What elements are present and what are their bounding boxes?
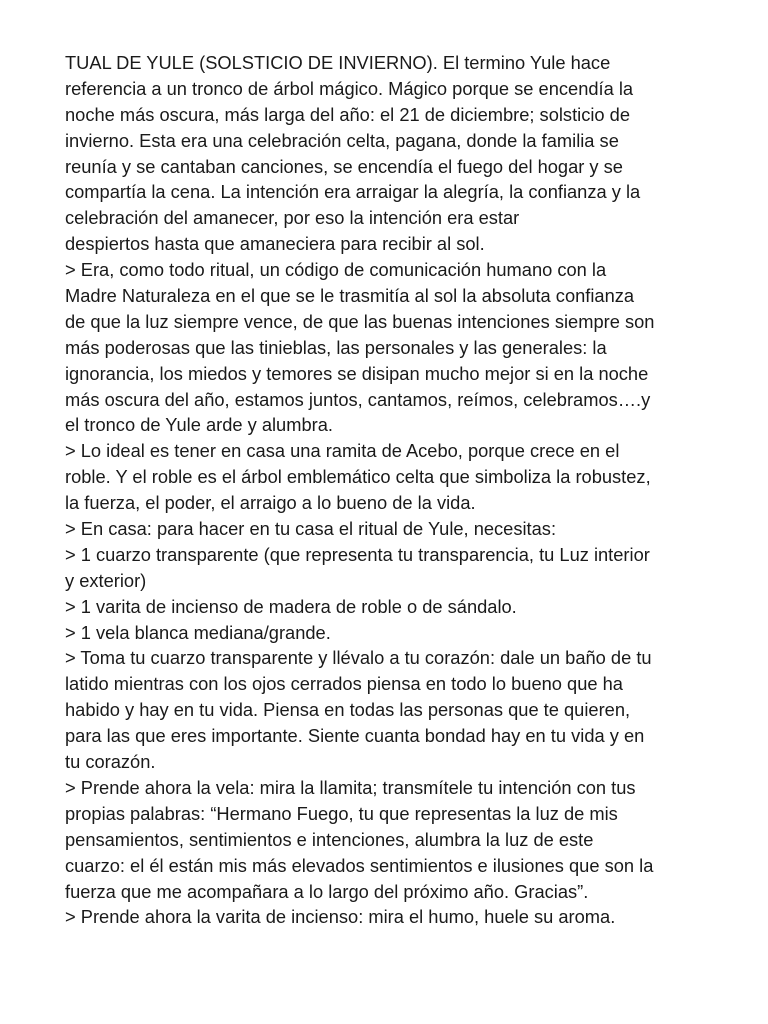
- text-line: compartía la cena. La intención era arraigar la alegría, la confianza y la: [65, 181, 641, 203]
- text-line: > Lo ideal es tener en casa una ramita de Acebo, porque crece en el: [65, 440, 620, 462]
- text-line: reunía y se cantaban canciones, se encendía el fuego del hogar y se: [65, 155, 623, 177]
- text-line: para las que eres importante. Siente cuanta bondad hay en tu vida y en: [65, 725, 645, 747]
- text-line: celebración del amanecer, por eso la intención era estar: [65, 207, 520, 229]
- text-line: noche más oscura, más larga del año: el 21 de diciembre; solsticio de: [65, 103, 630, 125]
- text-line: de que la luz siempre vence, de que las buenas intenciones siempre son: [65, 310, 655, 332]
- text-line: > 1 cuarzo transparente (que representa tu transparencia, tu Luz interior: [65, 543, 650, 565]
- text-line: Madre Naturaleza en el que se le trasmitía al sol la absoluta confianza: [65, 285, 635, 307]
- text-line: más poderosas que las tinieblas, las personales y las generales: la: [65, 336, 607, 358]
- text-line: > Prende ahora la vela: mira la llamita; transmítele tu intención con tus: [65, 776, 636, 798]
- text-line: referencia a un tronco de árbol mágico. Mágico porque se encendía la: [65, 77, 634, 99]
- text-line: > En casa: para hacer en tu casa el ritual de Yule, necesitas:: [65, 518, 557, 540]
- text-line: > 1 varita de incienso de madera de roble o de sándalo.: [65, 595, 517, 617]
- text-line: invierno. Esta era una celebración celta, pagana, donde la familia se: [65, 129, 619, 151]
- text-line: habido y hay en tu vida. Piensa en todas las personas que te quieren,: [65, 699, 631, 721]
- text-line: cuarzo: el él están mis más elevados sentimientos e ilusiones que son la: [65, 854, 654, 876]
- text-line: latido mientras con los ojos cerrados piensa en todo lo bueno que ha: [65, 673, 623, 695]
- text-line: fuerza que me acompañara a lo largo del próximo año. Gracias”.: [65, 880, 589, 902]
- text-line: y exterior): [65, 569, 147, 591]
- text-line: el tronco de Yule arde y alumbra.: [65, 414, 333, 436]
- text-line: > Era, como todo ritual, un código de comunicación humano con la: [65, 259, 607, 281]
- text-line: > Prende ahora la varita de incienso: mira el humo, huele su aroma.: [65, 906, 616, 928]
- text-line: > 1 vela blanca mediana/grande.: [65, 621, 331, 643]
- text-line: más oscura del año, estamos juntos, cantamos, reímos, celebramos….y: [65, 388, 651, 410]
- text-line: despiertos hasta que amaneciera para recibir al sol.: [65, 233, 485, 255]
- text-line: tu corazón.: [65, 751, 156, 773]
- text-line: > Toma tu cuarzo transparente y llévalo a tu corazón: dale un baño de tu: [65, 647, 652, 669]
- text-line: la fuerza, el poder, el arraigo a lo bueno de la vida.: [65, 492, 476, 514]
- text-line: propias palabras: “Hermano Fuego, tu que representas la luz de mis: [65, 802, 618, 824]
- text-line: pensamientos, sentimientos e intenciones, alumbra la luz de este: [65, 828, 594, 850]
- document-text: [65, 50, 735, 930]
- text-line: TUAL DE YULE (SOLSTICIO DE INVIERNO). El termino Yule hace: [65, 52, 611, 73]
- text-line: roble. Y el roble es el árbol emblemático celta que simboliza la robustez,: [65, 466, 651, 488]
- text-line: ignorancia, los miedos y temores se disipan mucho mejor si en la noche: [65, 362, 649, 384]
